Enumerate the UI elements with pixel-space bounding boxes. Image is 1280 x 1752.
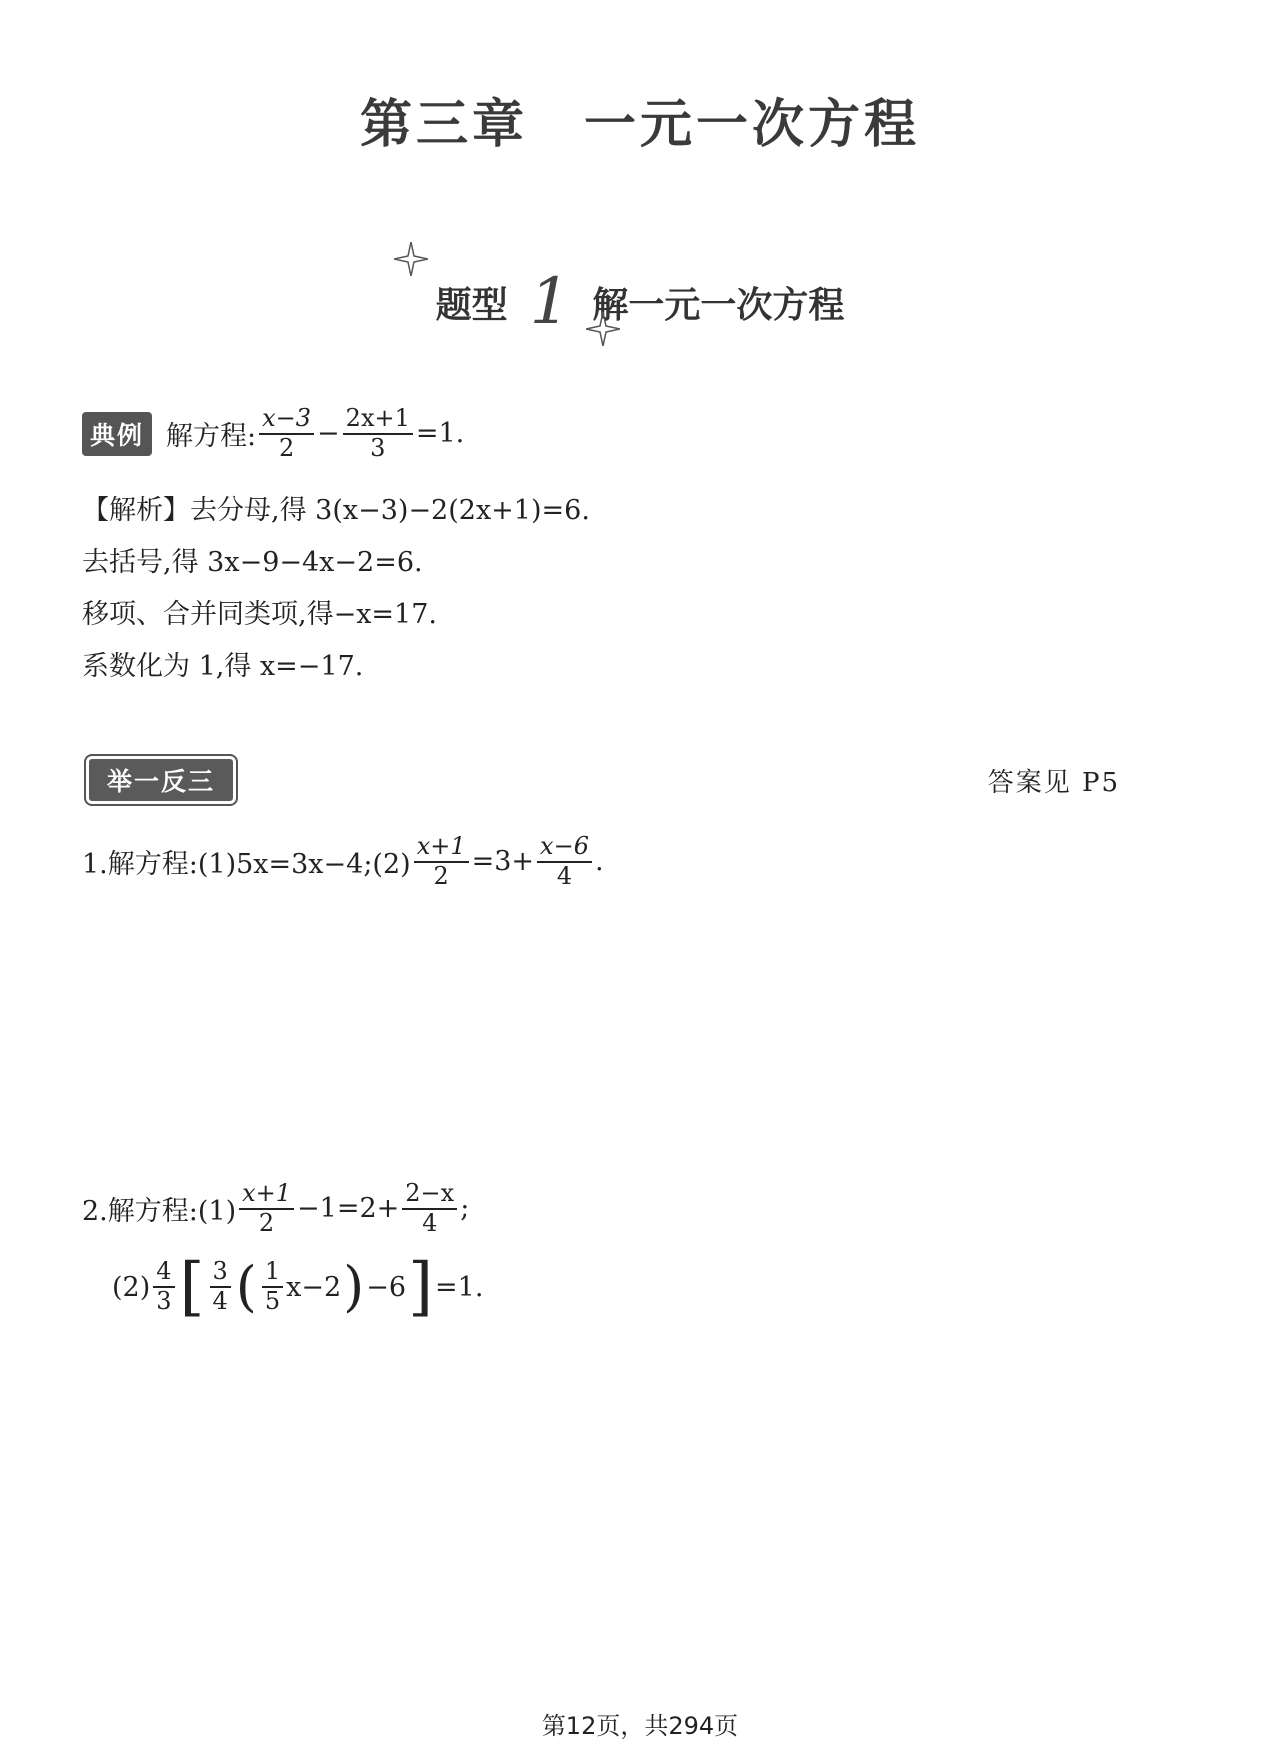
solution-line-2: 去括号,得 3x−9−4x−2=6. <box>82 547 423 578</box>
solution-line-4: 系数化为 1,得 x=−17. <box>82 651 364 682</box>
solution-line-1: 【解析】 去分母,得 3(x−3)−2(2x+1)=6. <box>82 488 590 527</box>
example-line <box>82 405 464 462</box>
page-footer: 第12页，共294页 <box>541 1712 739 1740</box>
question-2-part-2: (2) $\frac{4}{3}$ [ $\frac{3}{4}$ ( $\frac{1}{5}$ x−2 ) −6 ] =1. <box>112 1250 484 1324</box>
fraction: $\frac{x+1}{2}$ <box>414 833 469 890</box>
practice-tag: 举一反三 <box>86 756 236 804</box>
fraction: $\frac{4}{3}$ <box>153 1258 174 1315</box>
answer-reference: 答案见 P5 <box>987 768 1120 798</box>
fraction: $\frac{2-x}{4}$ <box>402 1180 457 1237</box>
fraction: $\frac{3}{4}$ <box>210 1258 231 1315</box>
chapter-title: 第三章 一元一次方程 <box>359 95 920 155</box>
fraction: $\frac{1}{5}$ <box>262 1258 283 1315</box>
operator: − <box>317 418 340 450</box>
type-number: 1 <box>529 265 571 339</box>
example-prompt: 解方程: <box>166 421 257 453</box>
sparkle-icon <box>394 242 428 276</box>
fraction: $\frac{x+1}{2}$ <box>239 1180 294 1237</box>
equation-rhs: =1. <box>415 418 465 450</box>
right-bracket: ] <box>408 1250 434 1324</box>
practice-header <box>86 756 236 804</box>
solution-tag: 【解析】 <box>82 495 190 526</box>
left-paren: ( <box>235 1255 257 1318</box>
type-name: 解一元一次方程 <box>592 284 845 326</box>
solution-line-3: 移项、合并同类项,得−x=17. <box>82 599 437 630</box>
question-1: 1.解方程:(1)5x=3x−4;(2) $\frac{x+1}{2}$ =3+ $\frac{x-6}{4}$ . <box>82 832 604 890</box>
right-paren: ) <box>343 1255 365 1318</box>
left-bracket: [ <box>179 1250 205 1324</box>
type-label: 题型 <box>435 284 508 326</box>
example-tag: 典例 <box>82 412 152 456</box>
type-heading <box>0 265 1280 350</box>
fraction: $\frac{x-3}{2}$ <box>259 405 314 462</box>
fraction: $\frac{x-6}{4}$ <box>537 833 592 890</box>
fraction: $\frac{2x+1}{3}$ <box>343 405 413 462</box>
question-2: 2.解方程:(1) $\frac{x+1}{2}$ −1=2+ $\frac{2-x}{4}$ ; <box>82 1179 470 1237</box>
sparkle-icon <box>586 312 620 346</box>
